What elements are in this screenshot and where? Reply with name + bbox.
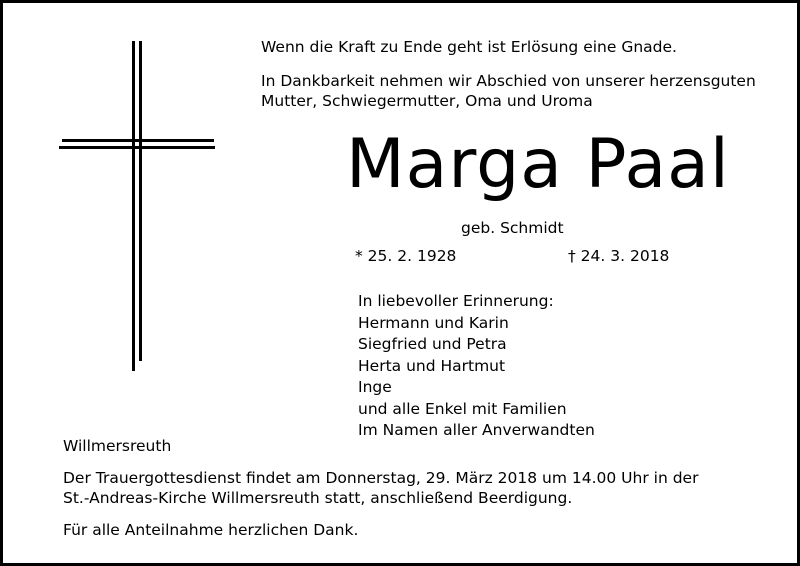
intro-text (261, 71, 756, 111)
mourner-line: Herta und Hartmut (358, 356, 506, 375)
thanks-text: Für alle Anteilnahme herzlichen Dank. (63, 521, 359, 539)
place: Willmersreuth (63, 437, 172, 455)
mourner-line: In liebevoller Erinnerung: (358, 292, 554, 310)
intro-line: Mutter, Schwiegermutter, Oma und Uroma (261, 92, 593, 110)
intro-line: In Dankbarkeit nehmen wir Abschied von unserer herzensguten (261, 72, 756, 90)
mourner-line: Inge (358, 378, 392, 396)
cross-icon (59, 41, 215, 371)
mourner-line: Hermann und Karin (358, 313, 509, 332)
birth-date: * 25. 2. 1928 (355, 247, 457, 265)
mourner-line: Im Namen aller Anverwandten (358, 421, 595, 439)
cross-vertical-line (139, 41, 142, 361)
cross-horizontal-line (59, 146, 215, 149)
mourner-line: Siegfried und Petra (358, 335, 507, 353)
motto: Wenn die Kraft zu Ende geht ist Erlösung eine Gnade. (261, 38, 677, 56)
cross-horizontal-line (62, 139, 214, 142)
service-line: St.-Andreas-Kirche Willmersreuth statt, anschließend Beerdigung. (63, 489, 573, 507)
death-date: † 24. 3. 2018 (568, 247, 670, 265)
deceased-name: Marga Paal (346, 125, 730, 204)
mourner-line: und alle Enkel mit Familien (358, 399, 567, 418)
service-line: Der Trauergottesdienst findet am Donnerstag, 29. März 2018 um 14.00 Uhr in der (63, 469, 699, 487)
maiden-name: geb. Schmidt (461, 219, 564, 237)
mourners-list (358, 291, 595, 442)
service-info (63, 468, 698, 508)
cross-vertical-line (132, 41, 135, 371)
